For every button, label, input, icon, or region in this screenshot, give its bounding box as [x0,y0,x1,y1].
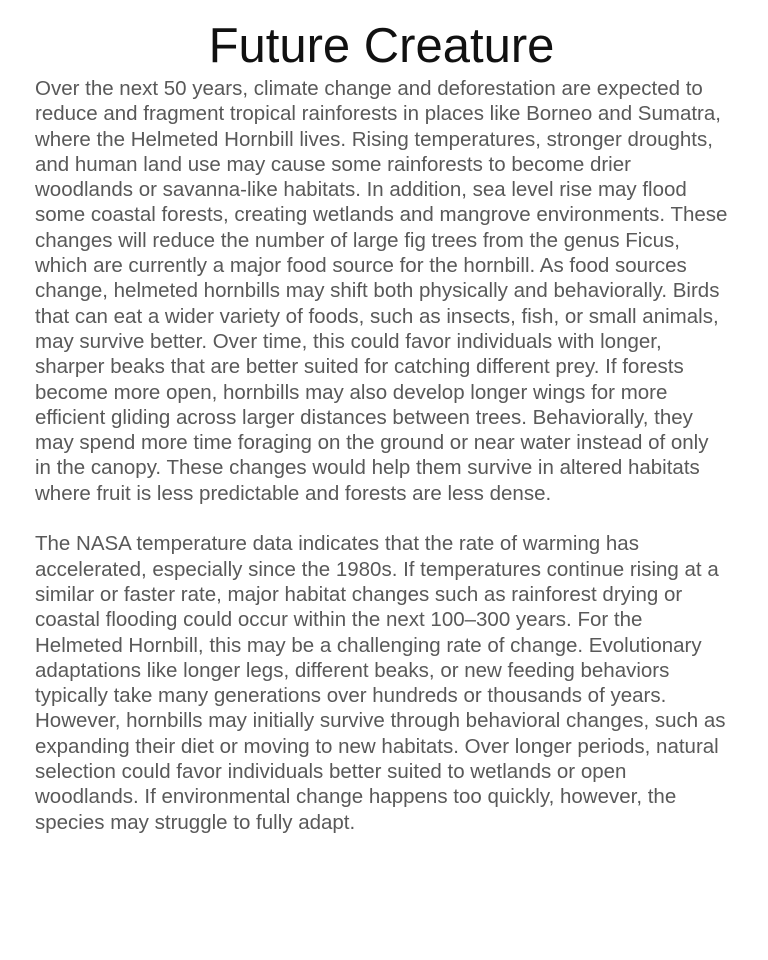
paragraph-future-changes: Over the next 50 years, climate change and deforestation are expected to reduce and fragment tropical rainforests in places like Borneo and Sumatra, where the Helmeted Hornbill lives. Rising temperatures, stronger droughts, and human land use may cause some rainforests to become drier woodlands or savanna-like habitats. In addition, sea level rise may flood some coastal forests, creating wetlands and mangrove environments. These changes will reduce the number of large fig trees from the genus Ficus, which are currently a major food source for the hornbill. As food sources change, helmeted hornbills may shift both physically and behaviorally. Birds that can eat a wider variety of foods, such as insects, fish, or small animals, may survive better. Over time, this could favor individuals with longer, sharper beaks that are better suited for catching different prey. If forests become more open, hornbills may also develop longer wings for more efficient gliding across larger distances between trees. Behaviorally, they may spend more time foraging on the ground or near water instead of only in the canopy. These changes would help them survive in altered habitats where fruit is less predictable and forests are less dense. [35,77,728,505]
page-title: Future Creature [208,19,555,73]
paragraph-rate-of-change: The NASA temperature data indicates that the rate of warming has accelerated, especially since the 1980s. If temperatures continue rising at a similar or faster rate, major habitat changes such as rainforest drying or coastal flooding could occur within the next 100–300 years. For the Helmeted Hornbill, this may be a challenging rate of change. Evolutionary adaptations like longer legs, different beaks, or new feeding behaviors typically take many generations over hundreds or thousands of years. However, hornbills may initially survive through behavioral changes, such as expanding their diet or moving to new habitats. Over longer periods, natural selection could favor individuals better suited to wetlands or open woodlands. If environmental change happens too quickly, however, the species may struggle to fully adapt. [35,532,726,834]
